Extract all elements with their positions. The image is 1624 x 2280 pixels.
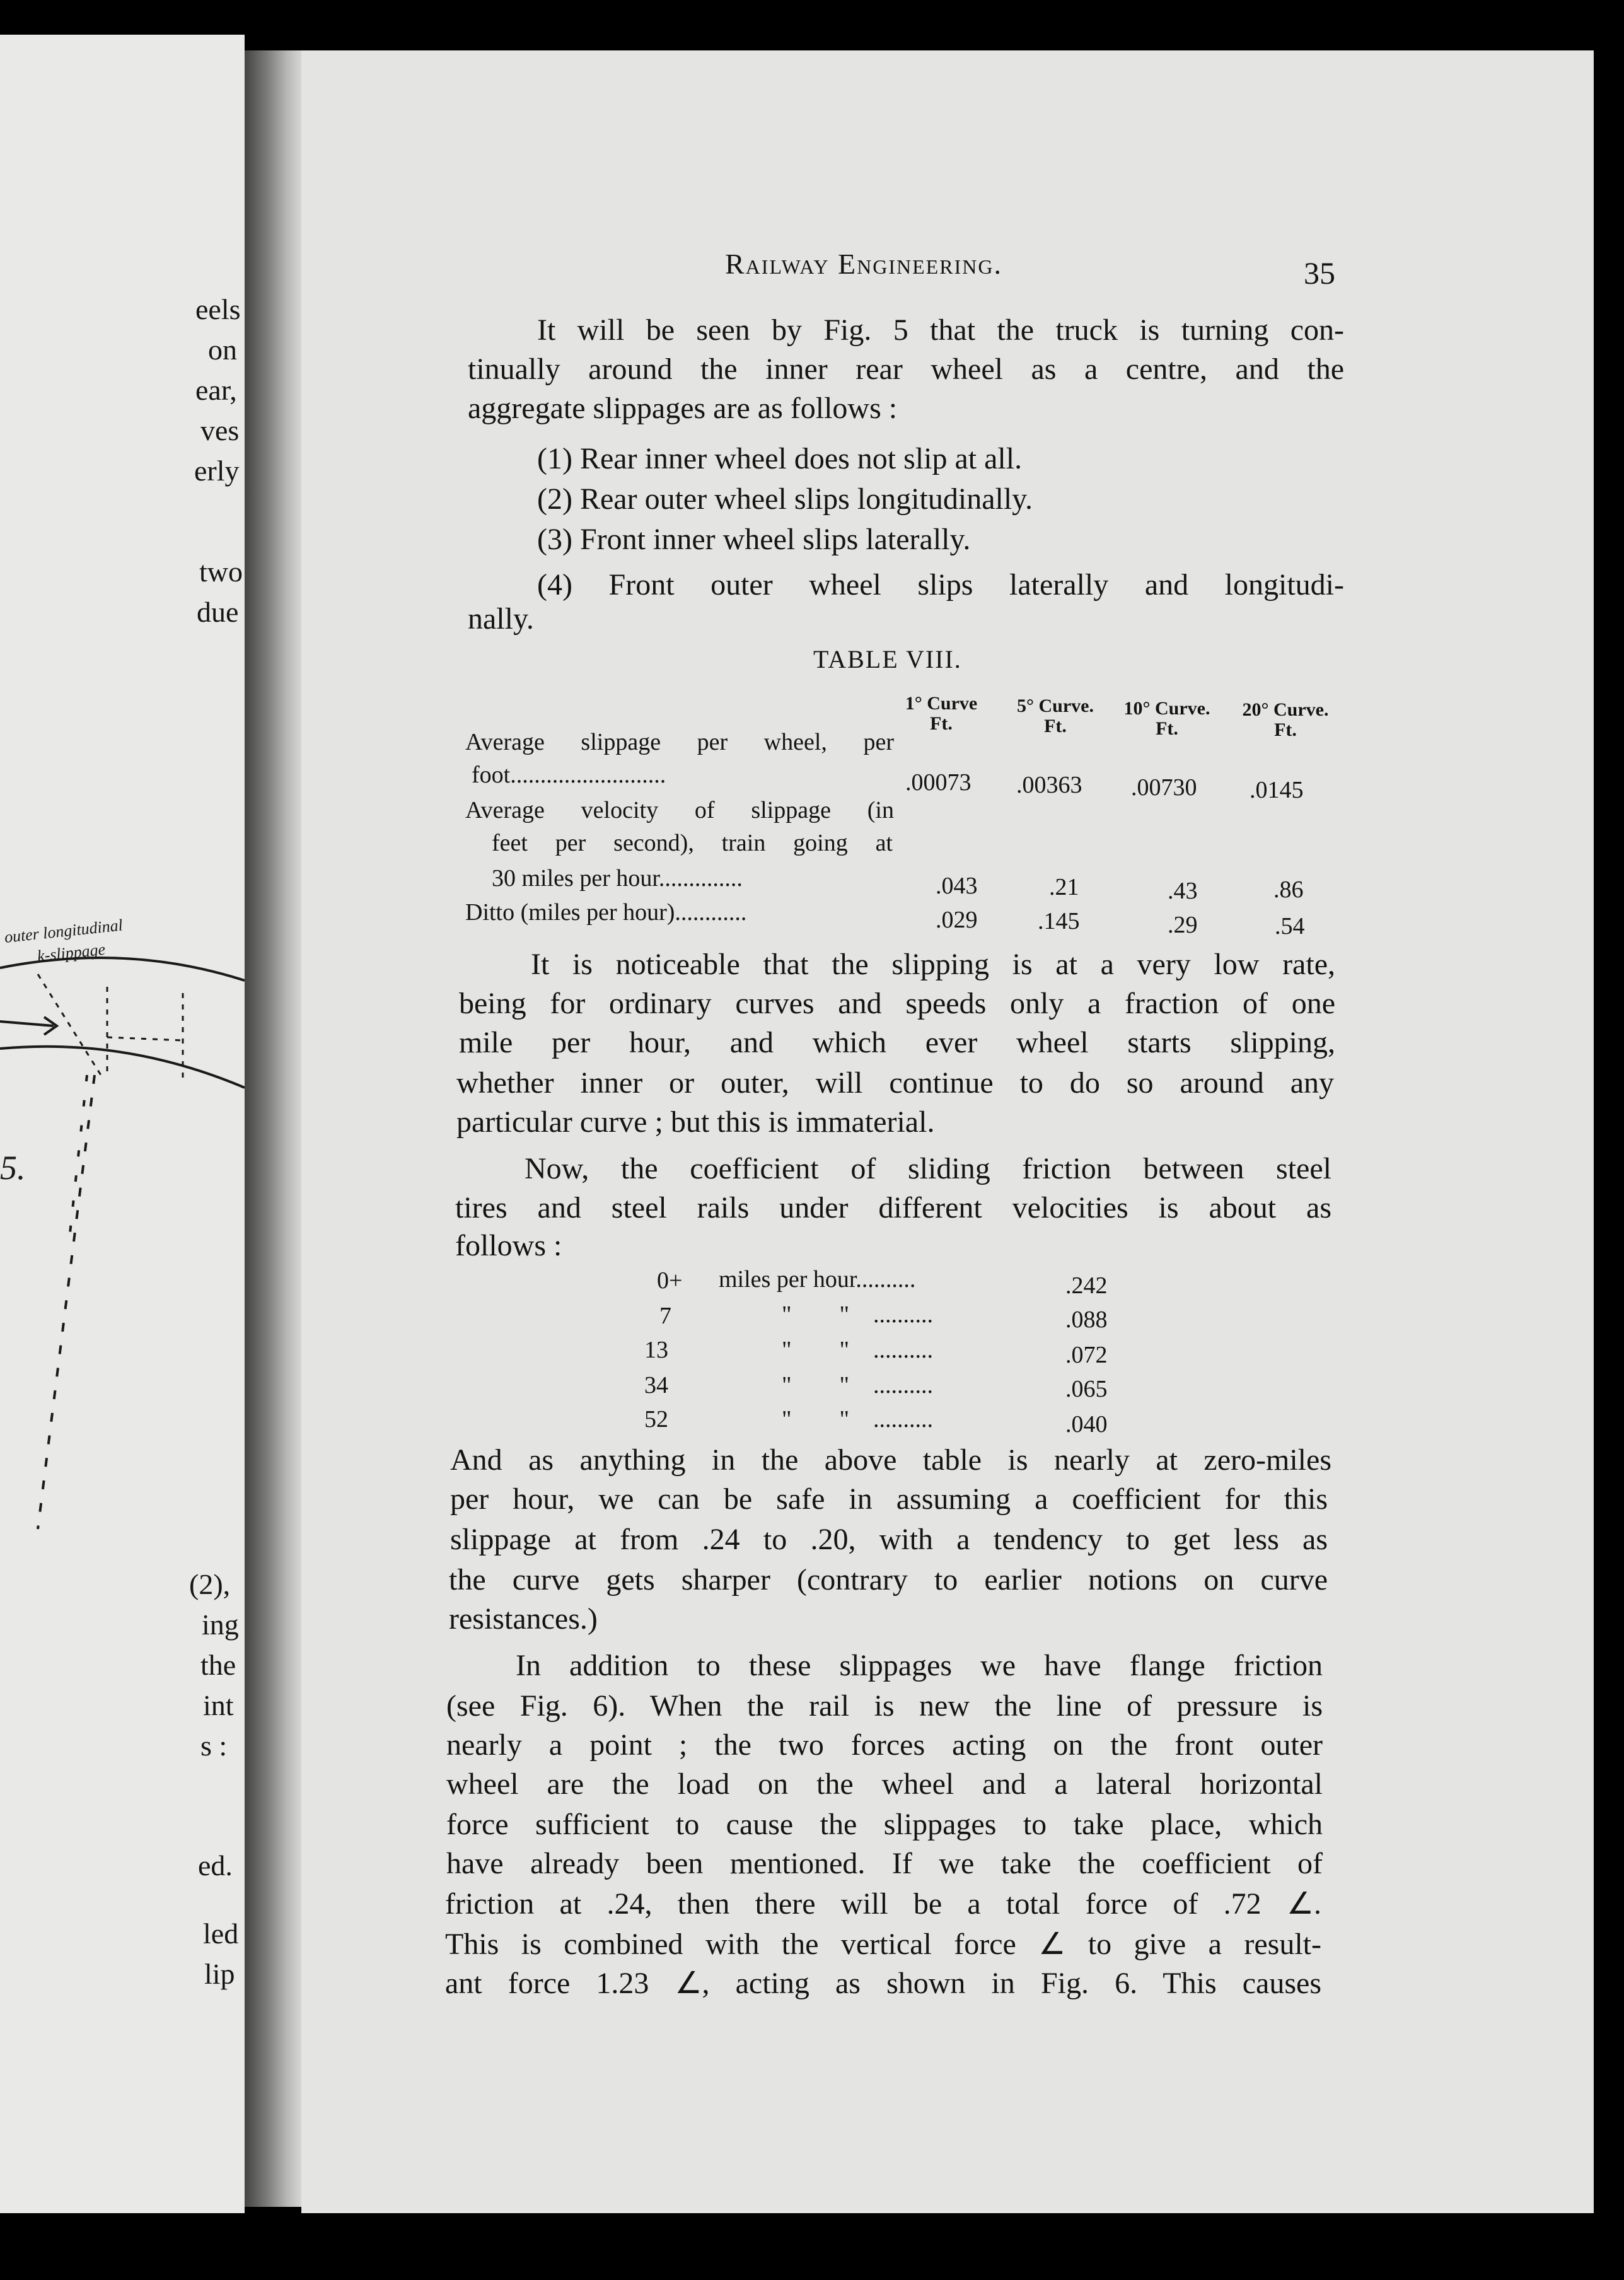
paragraph-5-line: friction at .24, then there will be a total force of .72 ∠.: [445, 1887, 1321, 1921]
paragraph-1-line: aggregate slippages are as follows :: [468, 392, 898, 425]
friction-value: .065: [1065, 1376, 1108, 1402]
friction-speed: 34: [644, 1372, 668, 1399]
friction-value: .242: [1065, 1272, 1108, 1299]
table-cell: .86: [1273, 876, 1304, 903]
friction-value: .040: [1065, 1411, 1108, 1438]
paragraph-4-line: the curve gets sharper (contrary to earlier notions on curve: [449, 1563, 1328, 1597]
friction-value: .072: [1065, 1342, 1108, 1368]
column-header-unit: Ft.: [930, 713, 953, 734]
column-header-unit: Ft.: [1156, 718, 1178, 739]
table-cell: .145: [1038, 908, 1080, 934]
column-header-curve: 10° Curve.: [1123, 698, 1210, 719]
friction-mid: " " ..........: [782, 1372, 934, 1399]
left-fragment: lip: [204, 1958, 235, 1990]
table-title: TABLE VIII.: [813, 645, 962, 673]
table-cell: .29: [1168, 912, 1198, 938]
list-item: (2) Rear outer wheel slips longitudinally.: [537, 482, 1033, 516]
table-row-label: 30 miles per hour..............: [492, 865, 743, 892]
friction-mid: " " ..........: [782, 1406, 934, 1433]
arrow-shaft: [0, 1021, 54, 1026]
table-cell: .00730: [1131, 774, 1197, 801]
friction-mid: miles per hour..........: [719, 1266, 916, 1293]
rail-curve-outer: [0, 958, 245, 980]
left-fragment: due: [197, 596, 239, 628]
left-fragment: ves: [200, 414, 240, 446]
table-row-label: Average velocity of slippage (in: [465, 797, 894, 823]
left-fragment: (2),: [189, 1568, 231, 1600]
table-cell: .43: [1168, 878, 1198, 904]
paragraph-5-line: force sufficient to cause the slippages to take place, which: [446, 1808, 1323, 1841]
paragraph-2-line: particular curve ; but this is immaterial.: [456, 1105, 935, 1139]
list-item-continuation: nally.: [468, 602, 534, 636]
paragraph-2-line: whether inner or outer, will continue to do so around any: [456, 1066, 1334, 1100]
left-fragment: ing: [202, 1608, 239, 1641]
list-item: (3) Front inner wheel slips laterally.: [537, 523, 971, 556]
table-column-header: [999, 696, 1112, 736]
paragraph-4-line: per hour, we can be safe in assuming a coefficient for this: [450, 1482, 1328, 1516]
paragraph-5-line: wheel are the load on the wheel and a lateral horizontal: [446, 1767, 1323, 1801]
column-header-unit: Ft.: [1274, 719, 1297, 740]
friction-speed: 52: [644, 1406, 668, 1433]
table-cell: .0145: [1250, 777, 1304, 803]
table-cell: .21: [1049, 874, 1079, 900]
left-fragment: on: [208, 334, 237, 366]
rail-curve-inner: [0, 1047, 245, 1088]
page-number: 35: [1304, 255, 1335, 291]
paragraph-4-line: And as anything in the above table is nearly at zero-miles: [450, 1443, 1331, 1477]
figure-annotation-line1: outer longitudinal: [3, 916, 124, 946]
paragraph-5-line: (see Fig. 6). When the rail is new the line of pressure is: [446, 1689, 1323, 1723]
left-fragment: ear,: [195, 374, 237, 406]
paragraph-5-line: have already been mentioned. If we take the coefficient of: [446, 1847, 1323, 1880]
book-gutter-shadow: [245, 50, 301, 2207]
left-fragment: eels: [195, 293, 241, 325]
left-fragment: ed.: [198, 1849, 233, 1882]
table-cell: .00363: [1016, 772, 1082, 798]
left-fragment: int: [203, 1689, 234, 1721]
table-cell: .54: [1275, 913, 1305, 939]
friction-mid: " " ..........: [782, 1337, 934, 1363]
table-cell: .00073: [905, 769, 972, 796]
truck-outline-middle: [107, 1037, 183, 1040]
paragraph-5-line: In addition to these slippages we have flange friction: [516, 1649, 1323, 1682]
friction-speed: 13: [644, 1337, 668, 1363]
paragraph-2-line: It is noticeable that the slipping is at a very low rate,: [531, 948, 1335, 981]
column-header-unit: Ft.: [1044, 716, 1067, 736]
paragraph-2-line: being for ordinary curves and speeds only a fraction of one: [459, 987, 1335, 1020]
figure-5-fragment: [0, 848, 245, 1554]
paragraph-4-line: resistances.): [449, 1602, 598, 1636]
table-column-header: [1107, 699, 1227, 739]
paragraph-5-line: This is combined with the vertical force ∠ to give a result-: [445, 1928, 1321, 1961]
column-header-curve: 5° Curve.: [1017, 695, 1094, 716]
table-cell: .029: [936, 907, 978, 933]
table-row-label: Ditto (miles per hour)............: [465, 899, 747, 926]
list-item: (1) Rear inner wheel does not slip at all.: [537, 442, 1023, 475]
paragraph-3-line: Now, the coefficient of sliding friction between steel: [525, 1152, 1331, 1185]
column-header-curve: 1° Curve: [905, 693, 978, 714]
left-fragment: erly: [194, 455, 240, 487]
paragraph-4-line: slippage at from .24 to .20, with a tendency to get less as: [450, 1523, 1328, 1556]
left-fragment: s :: [200, 1730, 228, 1762]
left-fragment: the: [200, 1649, 236, 1681]
paragraph-3-line: follows :: [455, 1229, 562, 1262]
table-column-header: [1226, 700, 1345, 740]
friction-speed: 0+: [657, 1267, 683, 1294]
table-column-header: [888, 694, 995, 734]
figure-annotation-line2: k-slippage: [36, 939, 107, 965]
column-header-curve: 20° Curve.: [1242, 699, 1329, 720]
figure-number-fragment: 5.: [0, 1149, 26, 1187]
table-row-label: foot..........................: [472, 762, 666, 788]
friction-value: .088: [1065, 1306, 1108, 1333]
radius-dashed-line: [38, 1075, 95, 1529]
paragraph-2-line: mile per hour, and which ever wheel starts slipping,: [459, 1026, 1335, 1059]
table-cell: .043: [936, 873, 978, 899]
left-fragment: two: [199, 555, 243, 588]
friction-speed: 7: [659, 1303, 671, 1329]
left-page: [0, 35, 245, 2213]
paragraph-5-line: nearly a point ; the two forces acting on the front outer: [446, 1728, 1323, 1762]
table-row-label: feet per second), train going at: [492, 830, 893, 856]
running-head-title: Railway Engineering.: [725, 248, 1002, 280]
friction-mid: " " ..........: [782, 1301, 934, 1328]
table-row-label: Average slippage per wheel, per: [465, 729, 894, 755]
paragraph-1-line: tinually around the inner rear wheel as a centre, and the: [468, 352, 1344, 386]
paragraph-5-line: ant force 1.23 ∠, acting as shown in Fig. 6. This causes: [445, 1967, 1321, 2000]
paragraph-3-line: tires and steel rails under different velocities is about as: [455, 1191, 1331, 1224]
left-fragment: led: [203, 1917, 239, 1950]
paragraph-1-line: It will be seen by Fig. 5 that the truck is turning con-: [537, 313, 1344, 347]
list-item: (4) Front outer wheel slips laterally and longitudi-: [537, 568, 1344, 602]
